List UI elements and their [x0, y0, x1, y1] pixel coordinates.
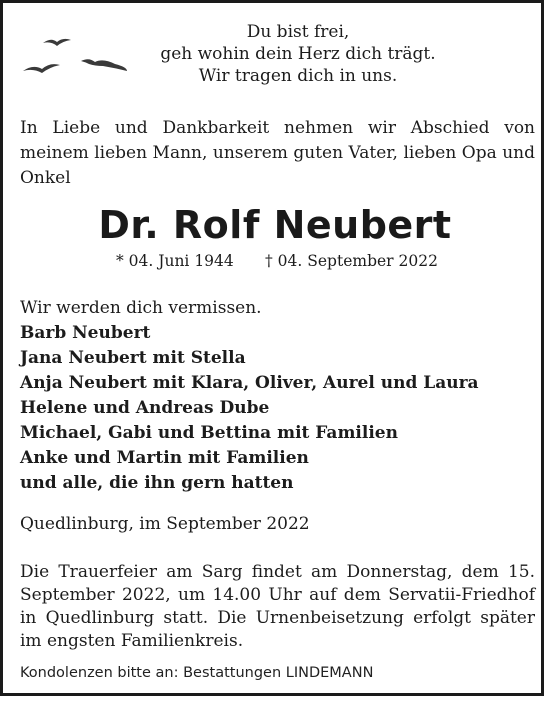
poem-line: Du bist frei,	[246, 22, 350, 42]
mourner: Anja Neubert mit Klara, Oliver, Aurel und Laura	[20, 373, 479, 393]
mourner: Jana Neubert mit Stella	[20, 348, 246, 368]
mourner: Michael, Gabi und Bettina mit Familien	[20, 423, 398, 443]
mourner: Anke und Martin mit Familien	[20, 448, 309, 468]
death-date: † 04. September 2022	[265, 252, 438, 270]
intro-text: In Liebe und Dankbarkeit nehmen wir Abschied von meinem lieben Mann, unserem guten Vater, lieben Opa und Onkel	[20, 118, 535, 188]
poem-line: geh wohin dein Herz dich trägt.	[160, 44, 436, 64]
place-date: Quedlinburg, im September 2022	[20, 514, 310, 534]
poem	[143, 21, 453, 87]
mourner: Barb Neubert	[20, 323, 151, 343]
mourners-lead: Wir werden dich vermissen.	[20, 298, 262, 318]
condolence-note: Kondolenzen bitte an: Bestattungen LINDEMANN	[20, 665, 374, 681]
birth-date: * 04. Juni 1944	[116, 252, 234, 270]
mourner: und alle, die ihn gern hatten	[20, 473, 294, 493]
poem-line: Wir tragen dich in uns.	[198, 66, 398, 86]
deceased-name: Dr. Rolf Neubert	[98, 203, 452, 247]
flying-birds-icon	[23, 31, 133, 81]
mourners-list	[20, 296, 535, 496]
mourner: Helene und Andreas Dube	[20, 398, 270, 418]
funeral-service-info: Die Trauerfeier am Sarg findet am Donnerstag, dem 15. September 2022, um 14.00 Uhr auf dem Servatii-Friedhof in Quedlinburg statt. Die Urnenbeisetzung erfolgt später im engsten Familienkreis.	[20, 562, 535, 651]
